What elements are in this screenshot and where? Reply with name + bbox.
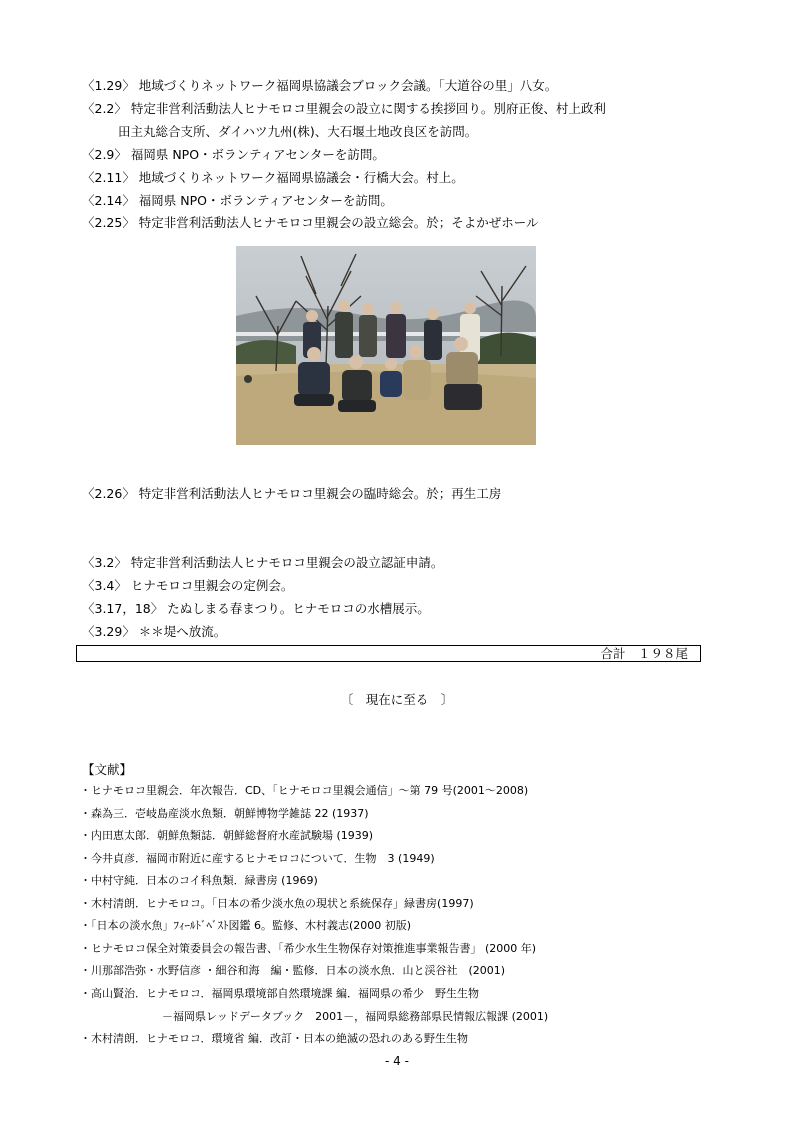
reference-item: ・内田恵太郎．朝鮮魚類誌．朝鮮総督府水産試験場 (1939) bbox=[80, 829, 374, 842]
page-number: - 4 - bbox=[385, 1054, 409, 1068]
event-line: 〈3.2〉 特定非営利活動法人ヒナモロコ里親会の設立認証申請。 bbox=[82, 555, 444, 570]
group-photo bbox=[236, 246, 536, 445]
reference-item: ・ヒナモロコ保全対策委員会の報告書、「希少水生生物保存対策推進事業報告書」 (2000 年) bbox=[80, 942, 537, 955]
event-line: 〈1.29〉 地域づくりネットワーク福岡県協議会ブロック会議。「大道谷の里」八女。 bbox=[82, 78, 558, 93]
event-line: 〈3.17，18〉 たぬしまる春まつり。ヒナモロコの水槽展示。 bbox=[82, 601, 430, 616]
reference-item: ・「日本の淡水魚」ﾌｨｰﾙﾄﾞﾍﾞｽﾄ図鑑 6。監修、木村義志(2000 初版) bbox=[80, 919, 412, 932]
event-line: 〈2.26〉 特定非営利活動法人ヒナモロコ里親会の臨時総会。於；再生工房 bbox=[82, 486, 502, 501]
references-heading: 【文献】 bbox=[82, 762, 133, 777]
present-note: 〔 現在に至る 〕 bbox=[340, 692, 454, 707]
event-line: 〈3.4〉 ヒナモロコ里親会の定例会。 bbox=[82, 578, 294, 593]
reference-item: ・中村守純．日本のコイ科魚類．緑書房 (1969) bbox=[80, 874, 318, 887]
reference-item: ・木村清朗．ヒナモロコ．環境省 編．改訂・日本の絶滅の恐れのある野生生物 bbox=[80, 1032, 469, 1045]
event-line: 〈3.29〉 ＊＊堤へ放流。 bbox=[82, 624, 227, 639]
event-line-continued: 田主丸総合支所、ダイハツ九州(株)、大石堰土地改良区を訪問。 bbox=[118, 124, 478, 139]
reference-item: ・ヒナモロコ里親会．年次報告．CD、「ヒナモロコ里親会通信」～第 79 号(2001～2008) bbox=[80, 784, 529, 797]
event-line: 〈2.9〉 福岡県 NPO・ボランティアセンターを訪問。 bbox=[82, 147, 385, 162]
reference-item: ・木村清朗．ヒナモロコ。「日本の希少淡水魚の現状と系統保存」緑書房(1997) bbox=[80, 897, 474, 910]
reference-item: ・川那部浩弥・水野信彦 ・細谷和海 編・監修．日本の淡水魚．山と渓谷社 (2001) bbox=[80, 964, 506, 977]
reference-item: ・高山賢治．ヒナモロコ．福岡県環境部自然環境課 編．福岡県の希少 野生生物 bbox=[80, 987, 480, 1000]
reference-item: ・今井貞彦．福岡市附近に産するヒナモロコについて．生物 3 (1949) bbox=[80, 852, 435, 865]
event-line: 〈2.2〉 特定非営利活動法人ヒナモロコ里親会の設立に関する挨拶回り。別府正俊、村上政利 bbox=[82, 101, 606, 116]
reference-item-continued: －福岡県レッドデータブック 2001－，福岡県総務部県民情報広報課 (2001) bbox=[162, 1010, 549, 1023]
event-line: 〈2.25〉 特定非営利活動法人ヒナモロコ里親会の設立総会。於；そよかぜホール bbox=[82, 215, 539, 230]
event-line: 〈2.14〉 福岡県 NPO・ボランティアセンターを訪問。 bbox=[82, 193, 393, 208]
total-box bbox=[76, 645, 701, 662]
reference-item: ・森為三．壱岐島産淡水魚類．朝鮮博物学雑誌 22 (1937) bbox=[80, 807, 369, 820]
total-count: 合計 １９８尾 bbox=[600, 646, 688, 661]
event-line: 〈2.11〉 地域づくりネットワーク福岡県協議会・行橋大会。村上。 bbox=[82, 170, 464, 185]
